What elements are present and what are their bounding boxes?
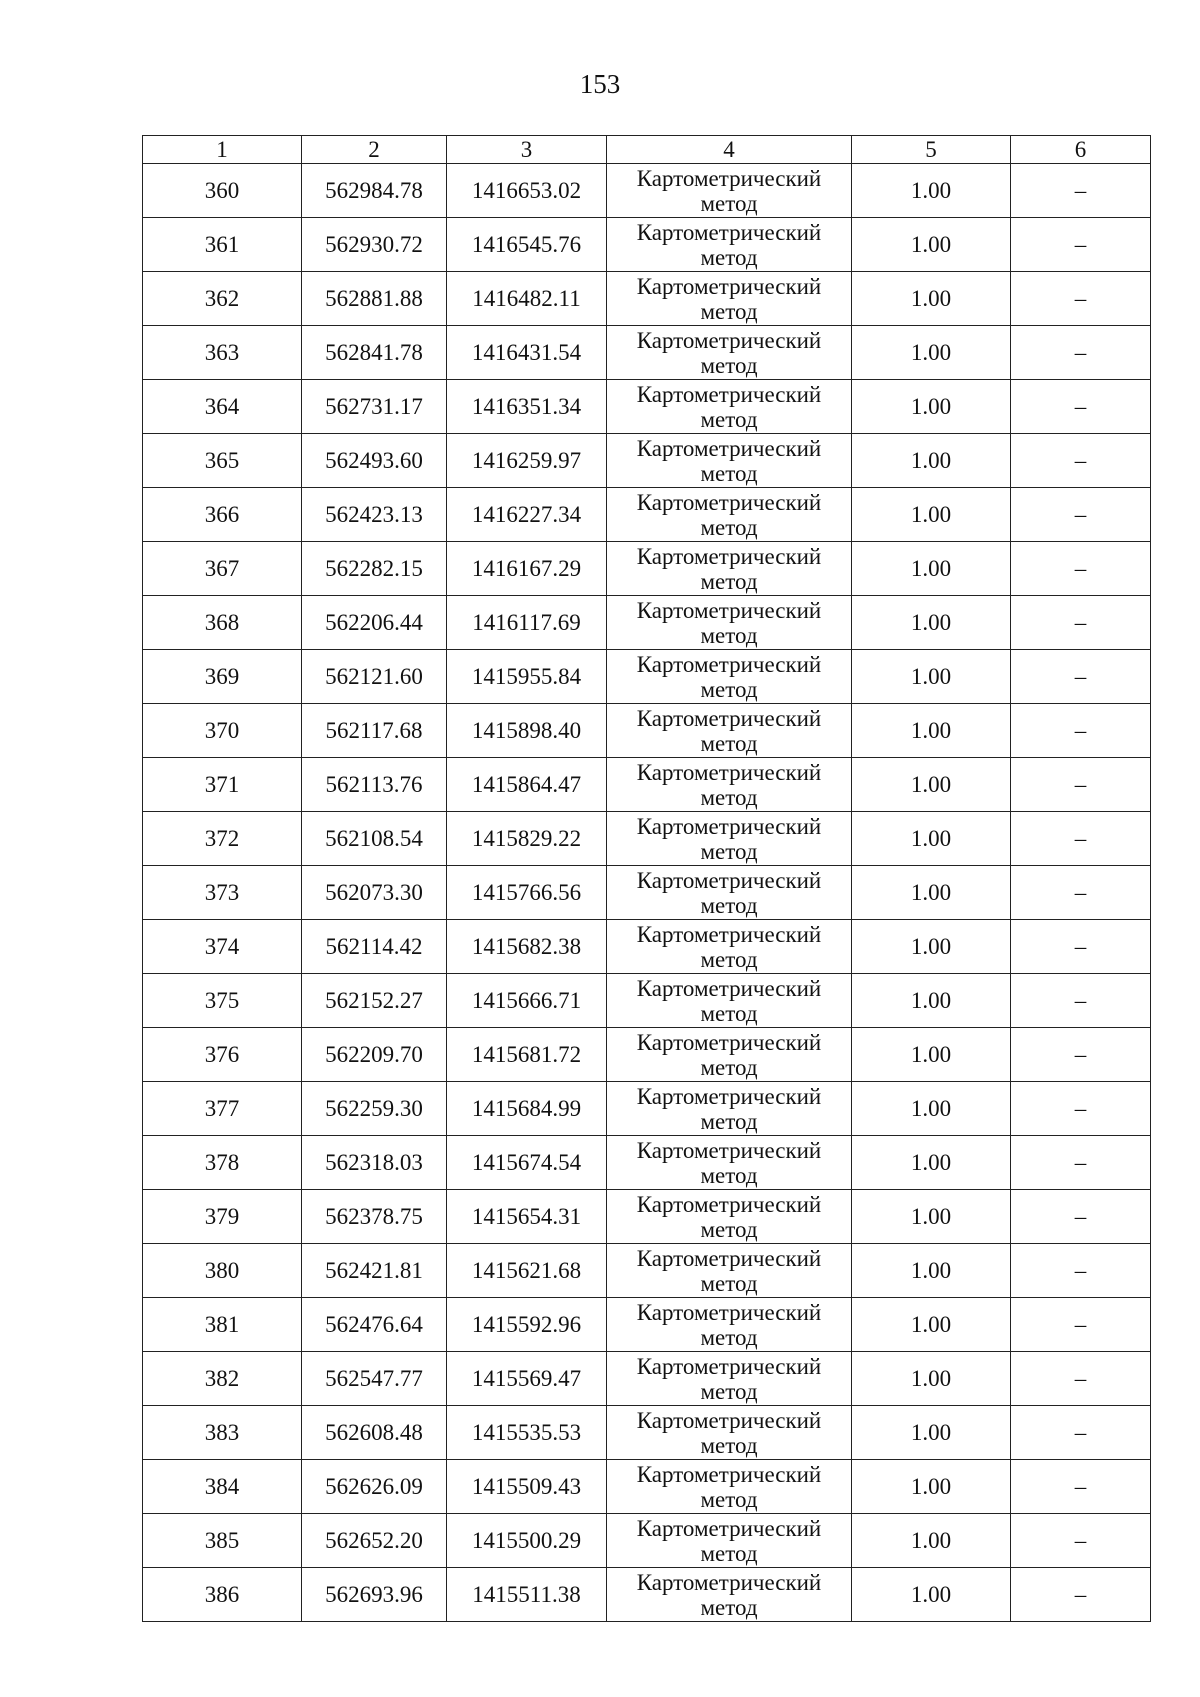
- y-coordinate-cell: 1415898.40: [447, 704, 607, 758]
- table-row: [143, 920, 1151, 974]
- note-cell: –: [1011, 1028, 1151, 1082]
- point-number-cell: 380: [143, 1244, 302, 1298]
- precision-cell: 1.00: [852, 1298, 1011, 1352]
- method-line-2: метод: [700, 730, 758, 756]
- method-line-2: метод: [700, 1162, 758, 1188]
- precision-cell: 1.00: [852, 1028, 1011, 1082]
- method-line-2: метод: [700, 1000, 758, 1026]
- y-coordinate-cell: 1416259.97: [447, 434, 607, 488]
- method-line-2: метод: [700, 892, 758, 918]
- note-cell: –: [1011, 650, 1151, 704]
- table-row: [143, 1136, 1151, 1190]
- method-line-2: метод: [700, 1108, 758, 1134]
- point-number-cell: 373: [143, 866, 302, 920]
- method-cell: [607, 272, 852, 326]
- precision-cell: 1.00: [852, 1514, 1011, 1568]
- precision-cell: 1.00: [852, 1190, 1011, 1244]
- precision-cell: 1.00: [852, 542, 1011, 596]
- method-cell: [607, 1082, 852, 1136]
- point-number-cell: 362: [143, 272, 302, 326]
- method-cell: [607, 434, 852, 488]
- table-row: [143, 1514, 1151, 1568]
- method-line-1: Картометрический: [636, 219, 822, 245]
- method-cell: [607, 650, 852, 704]
- method-cell: [607, 1190, 852, 1244]
- method-cell: [607, 1352, 852, 1406]
- method-line-1: Картометрический: [636, 597, 822, 623]
- y-coordinate-cell: 1415535.53: [447, 1406, 607, 1460]
- method-line-2: метод: [700, 676, 758, 702]
- x-coordinate-cell: 562693.96: [302, 1568, 447, 1622]
- table-row: [143, 434, 1151, 488]
- y-coordinate-cell: 1416482.11: [447, 272, 607, 326]
- table-row: [143, 974, 1151, 1028]
- table-row: [143, 326, 1151, 380]
- x-coordinate-cell: 562423.13: [302, 488, 447, 542]
- note-cell: –: [1011, 1082, 1151, 1136]
- precision-cell: 1.00: [852, 1136, 1011, 1190]
- method-line-2: метод: [700, 622, 758, 648]
- method-line-2: метод: [700, 1486, 758, 1512]
- point-number-cell: 367: [143, 542, 302, 596]
- method-line-1: Картометрический: [636, 813, 822, 839]
- table-row: [143, 650, 1151, 704]
- method-cell: [607, 1244, 852, 1298]
- method-line-1: Картометрический: [636, 975, 822, 1001]
- point-number-cell: 382: [143, 1352, 302, 1406]
- point-number-cell: 386: [143, 1568, 302, 1622]
- x-coordinate-cell: 562378.75: [302, 1190, 447, 1244]
- method-cell: [607, 488, 852, 542]
- x-coordinate-cell: 562421.81: [302, 1244, 447, 1298]
- precision-cell: 1.00: [852, 326, 1011, 380]
- precision-cell: 1.00: [852, 1460, 1011, 1514]
- note-cell: –: [1011, 434, 1151, 488]
- x-coordinate-cell: 562881.88: [302, 272, 447, 326]
- y-coordinate-cell: 1416167.29: [447, 542, 607, 596]
- point-number-cell: 369: [143, 650, 302, 704]
- table-body: [143, 164, 1151, 1622]
- table-row: [143, 1082, 1151, 1136]
- method-cell: [607, 380, 852, 434]
- y-coordinate-cell: 1415864.47: [447, 758, 607, 812]
- y-coordinate-cell: 1415681.72: [447, 1028, 607, 1082]
- method-line-1: Картометрический: [636, 435, 822, 461]
- page-number: 153: [579, 69, 621, 99]
- precision-cell: 1.00: [852, 812, 1011, 866]
- precision-cell: 1.00: [852, 1082, 1011, 1136]
- y-coordinate-cell: 1415766.56: [447, 866, 607, 920]
- table-row: [143, 272, 1151, 326]
- y-coordinate-cell: 1416653.02: [447, 164, 607, 218]
- y-coordinate-cell: 1415621.68: [447, 1244, 607, 1298]
- method-line-1: Картометрический: [636, 705, 822, 731]
- precision-cell: 1.00: [852, 218, 1011, 272]
- y-coordinate-cell: 1415955.84: [447, 650, 607, 704]
- y-coordinate-cell: 1415592.96: [447, 1298, 607, 1352]
- x-coordinate-cell: 562108.54: [302, 812, 447, 866]
- note-cell: –: [1011, 596, 1151, 650]
- column-header: 2: [302, 136, 447, 164]
- precision-cell: 1.00: [852, 650, 1011, 704]
- x-coordinate-cell: 562121.60: [302, 650, 447, 704]
- method-line-2: метод: [700, 514, 758, 540]
- table-row: [143, 542, 1151, 596]
- method-line-1: Картометрический: [636, 1083, 822, 1109]
- x-coordinate-cell: 562152.27: [302, 974, 447, 1028]
- precision-cell: 1.00: [852, 758, 1011, 812]
- precision-cell: 1.00: [852, 1352, 1011, 1406]
- method-line-1: Картометрический: [636, 1407, 822, 1433]
- method-line-2: метод: [700, 946, 758, 972]
- precision-cell: 1.00: [852, 596, 1011, 650]
- note-cell: –: [1011, 1244, 1151, 1298]
- table-row: [143, 596, 1151, 650]
- x-coordinate-cell: 562731.17: [302, 380, 447, 434]
- method-cell: [607, 542, 852, 596]
- point-number-cell: 379: [143, 1190, 302, 1244]
- point-number-cell: 360: [143, 164, 302, 218]
- table-row: [143, 1028, 1151, 1082]
- column-header: 4: [607, 136, 852, 164]
- x-coordinate-cell: 562113.76: [302, 758, 447, 812]
- method-cell: [607, 1460, 852, 1514]
- note-cell: –: [1011, 1406, 1151, 1460]
- note-cell: –: [1011, 380, 1151, 434]
- method-line-2: метод: [700, 784, 758, 810]
- x-coordinate-cell: 562476.64: [302, 1298, 447, 1352]
- y-coordinate-cell: 1415829.22: [447, 812, 607, 866]
- y-coordinate-cell: 1415684.99: [447, 1082, 607, 1136]
- method-line-2: метод: [700, 352, 758, 378]
- note-cell: –: [1011, 1190, 1151, 1244]
- x-coordinate-cell: 562073.30: [302, 866, 447, 920]
- x-coordinate-cell: 562209.70: [302, 1028, 447, 1082]
- method-line-1: Картометрический: [636, 651, 822, 677]
- note-cell: –: [1011, 1352, 1151, 1406]
- column-header: 1: [143, 136, 302, 164]
- y-coordinate-cell: 1415511.38: [447, 1568, 607, 1622]
- method-line-2: метод: [700, 1432, 758, 1458]
- y-coordinate-cell: 1415682.38: [447, 920, 607, 974]
- method-cell: [607, 1298, 852, 1352]
- point-number-cell: 372: [143, 812, 302, 866]
- method-cell: [607, 974, 852, 1028]
- column-header: 3: [447, 136, 607, 164]
- method-cell: [607, 920, 852, 974]
- y-coordinate-cell: 1416117.69: [447, 596, 607, 650]
- point-number-cell: 378: [143, 1136, 302, 1190]
- method-line-1: Картометрический: [636, 1299, 822, 1325]
- note-cell: –: [1011, 974, 1151, 1028]
- precision-cell: 1.00: [852, 704, 1011, 758]
- note-cell: –: [1011, 488, 1151, 542]
- method-cell: [607, 1406, 852, 1460]
- table-row: [143, 704, 1151, 758]
- x-coordinate-cell: 562608.48: [302, 1406, 447, 1460]
- method-line-1: Картометрический: [636, 921, 822, 947]
- point-number-cell: 371: [143, 758, 302, 812]
- x-coordinate-cell: 562626.09: [302, 1460, 447, 1514]
- table-row: [143, 1244, 1151, 1298]
- method-line-1: Картометрический: [636, 165, 822, 191]
- y-coordinate-cell: 1415569.47: [447, 1352, 607, 1406]
- note-cell: –: [1011, 1298, 1151, 1352]
- point-number-cell: 381: [143, 1298, 302, 1352]
- point-number-cell: 363: [143, 326, 302, 380]
- y-coordinate-cell: 1416227.34: [447, 488, 607, 542]
- note-cell: –: [1011, 812, 1151, 866]
- table-row: [143, 1568, 1151, 1622]
- table-header-row: [143, 136, 1151, 164]
- method-cell: [607, 596, 852, 650]
- method-cell: [607, 326, 852, 380]
- method-cell: [607, 866, 852, 920]
- table-row: [143, 1406, 1151, 1460]
- method-cell: [607, 758, 852, 812]
- precision-cell: 1.00: [852, 434, 1011, 488]
- method-line-1: Картометрический: [636, 1353, 822, 1379]
- y-coordinate-cell: 1416351.34: [447, 380, 607, 434]
- method-line-2: метод: [700, 1054, 758, 1080]
- point-number-cell: 366: [143, 488, 302, 542]
- method-line-1: Картометрический: [636, 1461, 822, 1487]
- point-number-cell: 376: [143, 1028, 302, 1082]
- method-line-2: метод: [700, 1324, 758, 1350]
- x-coordinate-cell: 562206.44: [302, 596, 447, 650]
- point-number-cell: 384: [143, 1460, 302, 1514]
- note-cell: –: [1011, 1514, 1151, 1568]
- note-cell: –: [1011, 326, 1151, 380]
- note-cell: –: [1011, 704, 1151, 758]
- table-row: [143, 758, 1151, 812]
- precision-cell: 1.00: [852, 488, 1011, 542]
- note-cell: –: [1011, 866, 1151, 920]
- table-row: [143, 1352, 1151, 1406]
- method-line-2: метод: [700, 568, 758, 594]
- column-header: 5: [852, 136, 1011, 164]
- x-coordinate-cell: 562282.15: [302, 542, 447, 596]
- precision-cell: 1.00: [852, 866, 1011, 920]
- method-line-2: метод: [700, 838, 758, 864]
- point-number-cell: 377: [143, 1082, 302, 1136]
- method-line-1: Картометрический: [636, 273, 822, 299]
- method-line-2: метод: [700, 406, 758, 432]
- x-coordinate-cell: 562841.78: [302, 326, 447, 380]
- point-number-cell: 385: [143, 1514, 302, 1568]
- y-coordinate-cell: 1415509.43: [447, 1460, 607, 1514]
- point-number-cell: 374: [143, 920, 302, 974]
- method-line-1: Картометрический: [636, 381, 822, 407]
- note-cell: –: [1011, 1460, 1151, 1514]
- method-line-2: метод: [700, 1378, 758, 1404]
- x-coordinate-cell: 562652.20: [302, 1514, 447, 1568]
- table-row: [143, 1298, 1151, 1352]
- method-line-2: метод: [700, 460, 758, 486]
- table-row: [143, 1190, 1151, 1244]
- note-cell: –: [1011, 218, 1151, 272]
- precision-cell: 1.00: [852, 164, 1011, 218]
- note-cell: –: [1011, 920, 1151, 974]
- method-line-1: Картометрический: [636, 1245, 822, 1271]
- note-cell: –: [1011, 164, 1151, 218]
- note-cell: –: [1011, 542, 1151, 596]
- method-cell: [607, 704, 852, 758]
- coordinates-table: [142, 135, 1151, 1622]
- method-line-2: метод: [700, 190, 758, 216]
- point-number-cell: 368: [143, 596, 302, 650]
- method-line-2: метод: [700, 1594, 758, 1620]
- method-cell: [607, 164, 852, 218]
- method-line-2: метод: [700, 244, 758, 270]
- y-coordinate-cell: 1415666.71: [447, 974, 607, 1028]
- y-coordinate-cell: 1415674.54: [447, 1136, 607, 1190]
- method-line-2: метод: [700, 1270, 758, 1296]
- x-coordinate-cell: 562493.60: [302, 434, 447, 488]
- table-row: [143, 812, 1151, 866]
- method-line-2: метод: [700, 298, 758, 324]
- y-coordinate-cell: 1415500.29: [447, 1514, 607, 1568]
- x-coordinate-cell: 562114.42: [302, 920, 447, 974]
- x-coordinate-cell: 562930.72: [302, 218, 447, 272]
- precision-cell: 1.00: [852, 272, 1011, 326]
- point-number-cell: 383: [143, 1406, 302, 1460]
- method-line-1: Картометрический: [636, 1569, 822, 1595]
- precision-cell: 1.00: [852, 974, 1011, 1028]
- point-number-cell: 364: [143, 380, 302, 434]
- x-coordinate-cell: 562547.77: [302, 1352, 447, 1406]
- note-cell: –: [1011, 758, 1151, 812]
- x-coordinate-cell: 562117.68: [302, 704, 447, 758]
- x-coordinate-cell: 562318.03: [302, 1136, 447, 1190]
- table-row: [143, 488, 1151, 542]
- method-line-1: Картометрический: [636, 1137, 822, 1163]
- method-line-1: Картометрический: [636, 867, 822, 893]
- method-line-1: Картометрический: [636, 543, 822, 569]
- table-row: [143, 1460, 1151, 1514]
- precision-cell: 1.00: [852, 380, 1011, 434]
- method-cell: [607, 1028, 852, 1082]
- table-row: [143, 218, 1151, 272]
- table-row: [143, 866, 1151, 920]
- note-cell: –: [1011, 272, 1151, 326]
- point-number-cell: 370: [143, 704, 302, 758]
- precision-cell: 1.00: [852, 920, 1011, 974]
- y-coordinate-cell: 1415654.31: [447, 1190, 607, 1244]
- precision-cell: 1.00: [852, 1406, 1011, 1460]
- point-number-cell: 361: [143, 218, 302, 272]
- method-line-1: Картометрический: [636, 327, 822, 353]
- method-line-1: Картометрический: [636, 759, 822, 785]
- method-cell: [607, 1568, 852, 1622]
- method-cell: [607, 812, 852, 866]
- point-number-cell: 365: [143, 434, 302, 488]
- column-header: 6: [1011, 136, 1151, 164]
- precision-cell: 1.00: [852, 1244, 1011, 1298]
- method-line-1: Картометрический: [636, 1029, 822, 1055]
- note-cell: –: [1011, 1568, 1151, 1622]
- method-cell: [607, 1514, 852, 1568]
- table-row: [143, 380, 1151, 434]
- y-coordinate-cell: 1416431.54: [447, 326, 607, 380]
- method-cell: [607, 218, 852, 272]
- x-coordinate-cell: 562984.78: [302, 164, 447, 218]
- y-coordinate-cell: 1416545.76: [447, 218, 607, 272]
- precision-cell: 1.00: [852, 1568, 1011, 1622]
- method-line-1: Картометрический: [636, 1515, 822, 1541]
- point-number-cell: 375: [143, 974, 302, 1028]
- method-line-1: Картометрический: [636, 1191, 822, 1217]
- method-cell: [607, 1136, 852, 1190]
- method-line-2: метод: [700, 1216, 758, 1242]
- x-coordinate-cell: 562259.30: [302, 1082, 447, 1136]
- note-cell: –: [1011, 1136, 1151, 1190]
- method-line-2: метод: [700, 1540, 758, 1566]
- table-row: [143, 164, 1151, 218]
- method-line-1: Картометрический: [636, 489, 822, 515]
